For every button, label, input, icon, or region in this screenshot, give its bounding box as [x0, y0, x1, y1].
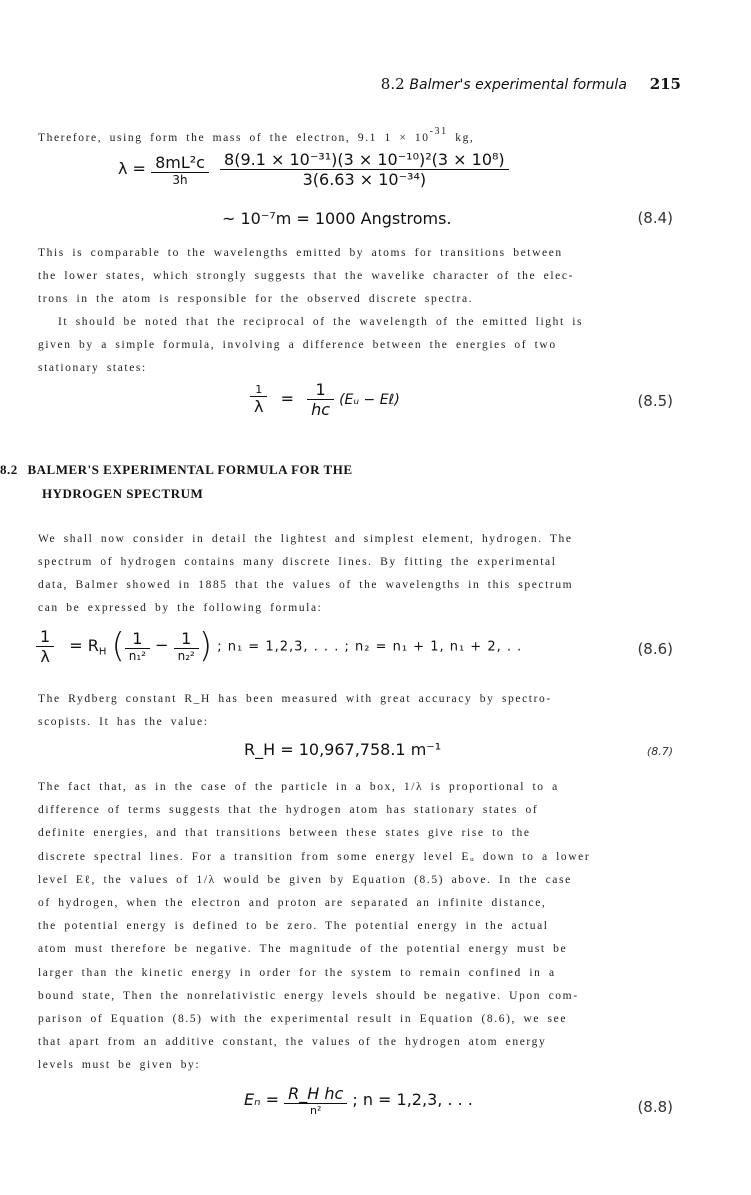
eq84-den-1: 3h	[172, 172, 188, 187]
para5-line: definite energies, and that transitions between these states give rise to the	[38, 827, 531, 840]
para4-line: scopists. It has the value:	[38, 716, 209, 728]
para5-line: that apart from an additive constant, the values of the hydrogen atom energy	[38, 1036, 547, 1049]
paragraph-rydberg	[38, 688, 678, 734]
para5-line: discrete spectral lines. For a transition from some energy level Eᵤ down to a lower	[38, 850, 591, 863]
eq85-rest: (Eᵤ − Eℓ)	[339, 392, 400, 408]
eq88-fraction	[284, 1084, 347, 1117]
eq85-num-left: 1	[250, 383, 267, 397]
eq86-inner-fraction-1	[125, 629, 150, 663]
eq86-inner-num-1: 1	[125, 629, 150, 649]
eq84-fraction-2	[220, 150, 509, 189]
para2-line: trons in the atom is responsible for the observed discrete spectra.	[38, 293, 474, 305]
para5-line: levels must be given by:	[38, 1059, 201, 1072]
eq86-number: (8.6)	[637, 640, 673, 658]
para5-line: bound state, Then the nonrelativistic energy levels should be negative. Upon com-	[38, 989, 579, 1002]
eq86-inner-den-1: n₁²	[128, 649, 147, 663]
eq88-number: (8.8)	[637, 1098, 673, 1116]
eq86-fraction-left	[36, 627, 54, 666]
eq86-inner-fraction-2	[174, 629, 199, 663]
para5-line: difference of terms suggests that the hydrogen atom has stationary states of	[38, 804, 539, 817]
eq86-right-paren: )	[198, 626, 213, 666]
eq86-rh: = R	[69, 635, 99, 655]
eq85-number: (8.5)	[637, 392, 673, 410]
para3-line: can be expressed by the following formula:	[38, 602, 323, 614]
para5-line: the potential energy is defined to be zero. The potential energy in the actual	[38, 920, 549, 933]
eq84-fraction-1	[151, 153, 209, 187]
para2-line: the lower states, which strongly suggests that the wavelike character of the elec-	[38, 270, 575, 282]
eq84-den-2: 3(6.63 × 10⁻³⁴)	[302, 170, 427, 189]
eq85-fraction-left	[250, 383, 267, 416]
eq84-lhs: λ =	[118, 159, 146, 178]
para5-line: larger than the kinetic energy in order for the system to remain confined in a	[38, 966, 556, 979]
header-runner-title: Balmer's experimental formula	[409, 77, 627, 93]
eq86-minus: −	[155, 635, 169, 655]
para4-line: The Rydberg constant R_H has been measured with great accuracy by spectro-	[38, 693, 552, 705]
eq86-left-paren: (	[111, 626, 125, 666]
section-title-line2: HYDROGEN SPECTRUM	[42, 486, 204, 501]
eq88-lhs: Eₙ =	[244, 1090, 279, 1109]
para5-line: level Eℓ, the values of 1/λ would be given by Equation (8.5) above. In the case	[38, 873, 572, 886]
para5-line: atom must therefore be negative. The magnitude of the potential energy must be	[38, 943, 568, 956]
eq88-num: R_H hc	[284, 1084, 347, 1104]
intro-text: Therefore, using form the mass of the electron, 9.1 1 × 10	[38, 132, 430, 144]
para2-line: stationary states:	[38, 362, 147, 374]
intro-unit: kg,	[455, 132, 475, 144]
eq85-den-left: λ	[254, 397, 264, 416]
eq84-number: (8.4)	[637, 209, 673, 227]
eq86-num-left: 1	[36, 627, 54, 647]
eq86-den-left: λ	[40, 646, 50, 666]
header-section-number: 8.2	[380, 75, 405, 93]
eq87-text: R_H = 10,967,758.1 m⁻¹	[244, 740, 442, 759]
eq85-fraction-right	[307, 380, 334, 419]
eq87-number: (8.7)	[646, 745, 673, 758]
eq84-result: ~ 10⁻⁷m = 1000 Angstroms.	[222, 209, 452, 228]
eq88-den: n²	[309, 1104, 322, 1117]
page-number: 215	[649, 75, 681, 93]
para2-line: It should be noted that the reciprocal of the wavelength of the emitted light is	[58, 316, 584, 328]
eq85-equals: =	[280, 389, 294, 408]
eq84-num-2: 8(9.1 × 10⁻³¹)(3 × 10⁻¹⁰)²(3 × 10⁸)	[220, 150, 509, 170]
section-heading	[0, 462, 353, 478]
eq84-num-1: 8mL²c	[151, 153, 209, 173]
para3-line: We shall now consider in detail the lightest and simplest element, hydrogen. The	[38, 533, 573, 545]
intro-exponent: -31	[429, 126, 448, 137]
paragraph-intro	[38, 126, 474, 144]
para5-line: parison of Equation (8.5) with the experimental result in Equation (8.6), we see	[38, 1013, 568, 1026]
equation-8-6	[36, 626, 522, 666]
para5-line: The fact that, as in the case of the particle in a box, 1/λ is proportional to a	[38, 781, 559, 793]
eq88-rest: ; n = 1,2,3, . . .	[352, 1090, 473, 1109]
para3-line: data, Balmer showed in 1885 that the values of the wavelengths in this spectrum	[38, 579, 574, 591]
eq85-num-right: 1	[307, 380, 334, 400]
equation-8-4	[118, 150, 509, 189]
eq86-inner-den-2: n₂²	[177, 649, 195, 663]
eq86-inner-num-2: 1	[174, 629, 199, 649]
equation-8-5	[250, 380, 400, 419]
para5-line: of hydrogen, when the electron and proton are separated an infinite distance,	[38, 897, 547, 910]
paragraph-hydrogen	[38, 528, 678, 620]
para2-line: This is comparable to the wavelengths emitted by atoms for transitions between	[38, 247, 563, 259]
eq85-den-right: hc	[311, 400, 330, 419]
running-header	[381, 75, 681, 93]
section-number: 8.2	[0, 462, 18, 477]
paragraph-energy-levels	[38, 776, 678, 1078]
para2-line: given by a simple formula, involving a difference between the energies of two	[38, 339, 557, 351]
section-title-line1: BALMER'S EXPERIMENTAL FORMULA FOR THE	[27, 462, 353, 477]
equation-8-8	[244, 1084, 473, 1117]
eq86-conditions: ; n₁ = 1,2,3, . . . ; n₂ = n₁ + 1, n₁ + 2, . .	[217, 639, 523, 655]
eq86-rh-sub: H	[98, 646, 107, 658]
para3-line: spectrum of hydrogen contains many discrete lines. By fitting the experimental	[38, 556, 557, 568]
paragraph-wavelength	[38, 242, 678, 380]
